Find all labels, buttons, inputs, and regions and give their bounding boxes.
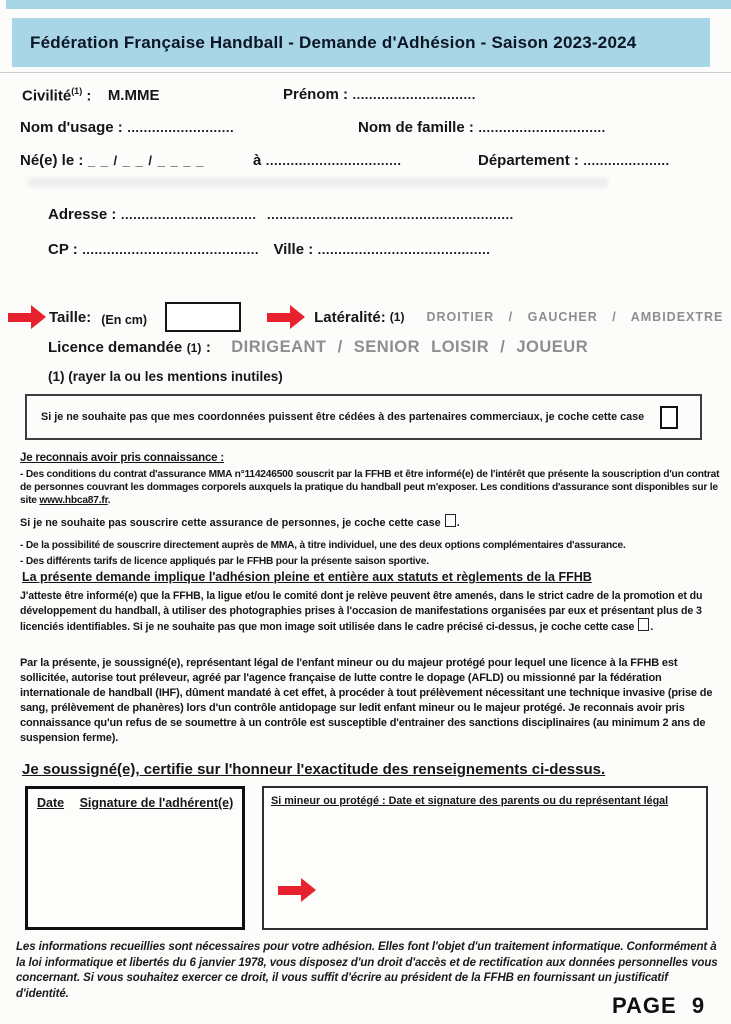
- a-field[interactable]: .................................: [265, 153, 402, 168]
- insurance-link[interactable]: www.hbca87.fr: [39, 495, 108, 506]
- adherent-signature-box[interactable]: [25, 786, 245, 930]
- insurance-optout-suffix: .: [456, 517, 460, 529]
- departement-field[interactable]: .....................: [583, 153, 670, 168]
- licence-label: Licence demandée: [48, 339, 183, 356]
- lateralite-footnote-mark: (1): [389, 310, 405, 324]
- mma-option-item: - De la possibilité de souscrire directement auprès de MMA, à titre individuel, une des deux options complémentaires d'assurance.: [20, 540, 626, 551]
- red-arrow-icon: [278, 878, 317, 902]
- image-optout-checkbox[interactable]: [638, 618, 649, 631]
- adresse-label: Adresse :: [48, 206, 117, 223]
- acknowledgment-heading: Je reconnais avoir pris connaissance :: [20, 452, 224, 464]
- parent-signature-label: Date et signature des parents ou du représentant légal: [388, 795, 669, 807]
- date-naissance-row: [20, 152, 204, 170]
- ne-le-label: Né(e) le :: [20, 152, 84, 169]
- departement-label: Département :: [478, 152, 579, 169]
- lieu-naissance-row: [253, 152, 402, 170]
- statutes-heading: La présente demande implique l'adhésion pleine et entière aux statuts et règlements de la FFHB: [22, 570, 592, 584]
- top-blue-strip: [6, 0, 731, 9]
- licence-options[interactable]: DIRIGEANT / SENIOR LOISIR / JOUEUR: [231, 338, 589, 356]
- ville-field[interactable]: ..........................................: [317, 242, 491, 257]
- nom-usage-label: Nom d'usage :: [20, 119, 123, 136]
- nom-famille-label: Nom de famille :: [358, 119, 474, 136]
- cp-ville-row: [48, 241, 490, 259]
- taille-lateralite-row: [8, 302, 723, 332]
- adherent-signature-label: Signature de l'adhérent(e): [79, 796, 234, 810]
- prenom-row: [283, 86, 476, 104]
- cp-label: CP :: [48, 241, 78, 258]
- civilite-label: Civilité: [22, 87, 72, 105]
- licence-row: [48, 338, 588, 357]
- civilite-row: [22, 86, 159, 105]
- insurance-optout-checkbox[interactable]: [445, 514, 456, 527]
- insurance-item-text: - Des conditions du contrat d'assurance MMA n°114246500 souscrit par la FFHB et être informé(e) de l'intérêt que présente la souscription d'un contrat de personnes couvrant les dommages corporels auxquels la pratique du handball peut m'exposer. Les conditions d'assurance sont disponibles sur le site: [20, 469, 720, 506]
- licence-footnote-mark: (1): [186, 341, 202, 355]
- licence-colon: :: [205, 339, 211, 356]
- nom-usage-row: [20, 119, 234, 137]
- civilite-footnote-mark: (1): [71, 86, 83, 96]
- image-rights-paragraph: [20, 589, 720, 635]
- ne-le-field[interactable]: _ _ / _ _ / _ _ _ _: [87, 153, 205, 168]
- image-rights-text: J'atteste être informé(e) que la FFHB, la ligue et/ou le comité dont je relève peuvent être amenés, dans le strict cadre de la promotion et du développement du handball, à utiliser des photographies prises à l'occasion de manifestations organisées par eux et présentant plus de 3 licenciés identifiables. Si je ne souhaite pas que mon image soit utilisée dans le cadre précisé ci-dessus, je coche cette case: [20, 590, 703, 633]
- taille-input-box[interactable]: [165, 302, 241, 332]
- insurance-optout-text: Si je ne souhaite pas souscrire cette assurance de personnes, je coche cette case: [20, 517, 441, 529]
- adresse-row: [48, 206, 514, 224]
- taille-unit-label: (En cm): [101, 312, 148, 327]
- lateralite-options[interactable]: DROITIER / GAUCHER / AMBIDEXTRE: [426, 310, 724, 324]
- adresse-field-2[interactable]: ............................................................: [266, 207, 514, 222]
- header-divider: [0, 72, 731, 73]
- lateralite-label: Latéralité:: [314, 308, 386, 326]
- civilite-value[interactable]: M.MME: [107, 87, 160, 105]
- prenom-label: Prénom :: [283, 86, 349, 103]
- antidoping-paragraph: Par la présente, je soussigné(e), représentant légal de l'enfant mineur ou du majeur protégé pour lequel une licence à la FFHB est sollicitée, autorise tout préleveur, agréé par l'agence française de lutte contre le dopage (AFLD) ou missionné par la fédération internationale de handball (IHF), dûment mandaté à cet effet, à procéder à tout prélèvement nécessitant une technique invasive (prise de sang, prélèvement de phanères) lors d'un contrôle antidopage sur ledit enfant mineur ou le majeur protégé. Je reconnais avoir pris connaissance qu'un refus de se soumettre à un contrôle est susceptible d'entrainer des sanctions disciplinaires (au minimum 2 ans de suspension ferme).: [20, 657, 713, 744]
- commercial-optout-checkbox[interactable]: [660, 406, 678, 429]
- red-arrow-icon: [267, 305, 306, 329]
- nom-famille-row: [358, 119, 606, 137]
- adherent-signature-header: [28, 789, 242, 810]
- insurance-item: [20, 468, 720, 507]
- nom-usage-field[interactable]: ..........................: [127, 120, 235, 135]
- certification-statement: Je soussigné(e), certifie sur l'honneur l'exactitude des renseignements ci-dessus.: [22, 761, 606, 778]
- page-number: PAGE 9: [612, 993, 706, 1018]
- insurance-optout-line: [20, 514, 720, 530]
- minor-prefix-label: Si mineur ou protégé :: [271, 795, 389, 807]
- scan-smudge: [28, 178, 608, 187]
- parent-signature-header: [264, 788, 706, 807]
- insurance-link-suffix: .: [107, 495, 111, 506]
- page-title: Fédération Française Handball - Demande d'Adhésion - Saison 2023-2024: [30, 32, 637, 52]
- prenom-field[interactable]: ..............................: [352, 87, 476, 102]
- red-arrow-icon: [8, 305, 47, 329]
- acknowledgment-section: [20, 452, 720, 568]
- parent-signature-box[interactable]: [262, 786, 708, 930]
- date-label: Date: [37, 796, 65, 810]
- ville-label: Ville :: [273, 241, 314, 258]
- nom-famille-field[interactable]: ...............................: [478, 120, 606, 135]
- taille-label: Taille:: [49, 308, 92, 326]
- civilite-colon: :: [82, 87, 92, 105]
- commercial-optout-box: [25, 394, 702, 440]
- tarifs-item: - Des différents tarifs de licence appliqués par le FFHB pour la présente saison sportive.: [20, 556, 429, 567]
- a-label: à: [253, 152, 262, 169]
- departement-row: [478, 152, 670, 170]
- commercial-optout-text: Si je ne souhaite pas que mes coordonnées puissent être cédées à des partenaires commerciaux, je coche cette case: [41, 411, 645, 423]
- legal-footer: Les informations recueillies sont nécessaires pour votre adhésion. Elles font l'objet d'un traitement informatique. Conformément à la loi informatique et libertés du 6 janvier 1978, vous disposez d'un droit d'accès et de rectification aux données personnelles vous concernant. Si vous souhaitez exercer ce droit, il vous suffit d'écrire au président de la FFHB en fournissant un justificatif d'identité.: [16, 941, 718, 1000]
- image-rights-suffix: .: [650, 621, 654, 633]
- cp-field[interactable]: ...........................................: [82, 242, 259, 257]
- footnote-text: (1) (rayer la ou les mentions inutiles): [48, 369, 283, 384]
- adresse-field-1[interactable]: .................................: [120, 207, 257, 222]
- title-band: [12, 18, 710, 67]
